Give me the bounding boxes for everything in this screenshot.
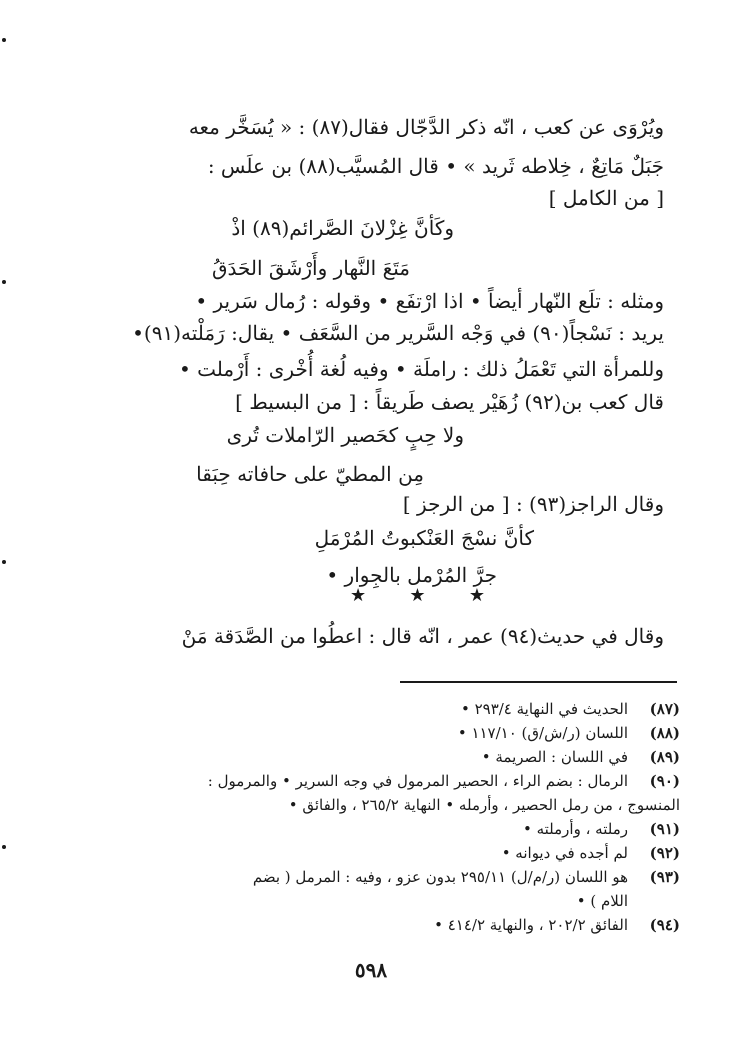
footnote-separator [400,681,677,683]
verse-3b: جرَّ المُرْمل بالجِوار • [326,563,497,587]
verse-1a: وكَأنَّ غِزْلانَ الصَّرائم(٨٩) اذْ [231,216,454,240]
scan-edge-mark [2,280,6,284]
footnote-text: رملته ، وأرملته • [522,820,628,838]
verse-1b: مَتَعَ النَّهار وأَرْشَقَ الحَدَقُ [211,256,410,280]
footnote-text: الحديث في النهاية ٢٩٣/٤ • [460,700,628,718]
body-line-4: يريد : نَسْجاً(٩٠) في وَجْه السَّرير من السَّعَف • يقال: رَمَلْته(٩١)• [132,321,664,345]
body-line-8: وقال في حديث(٩٤) عمر ، انّه قال : اعطُوا من الصَّدَقة مَنْ [181,624,664,648]
footnote-number: (٩٣) [649,868,680,886]
footnote-number: (٩١) [649,820,680,838]
footnote-number: (٨٨) [649,724,680,742]
body-line-5: وللمرأة التي تَعْمَلُ ذلك : راملَة • وفيه لُغة أُخْرى : أَرْملت • [178,357,664,381]
verse-2b: مِن المطيّ على حافاته حِبَقا [196,462,424,486]
footnote-88 [40,721,680,745]
footnote-number: (٨٧) [649,700,680,718]
star-icon: ★ [468,585,485,606]
scan-edge-mark [2,38,6,42]
star-icon: ★ [409,585,426,606]
footnote-90 [40,769,680,817]
body-line-6: قال كعب بن(٩٢) زُهَيْر يصف طَريقاً : [ من البسيط ] [235,390,664,414]
footnote-number: (٨٩) [649,748,680,766]
footnote-text: اللسان (ر/ش/ق) ١١٧/١٠ • [457,724,628,742]
footnote-text-continued: اللام ) • [576,892,628,910]
scan-edge-mark [2,560,6,564]
verse-2a: ولا حِبٍ كحَصير الرّاملات تُرى [226,423,464,447]
footnote-92 [40,841,680,865]
body-line-7: وقال الراجز(٩٣) : [ من الرجز ] [402,492,664,516]
footnote-text: لم أجده في ديوانه • [501,844,628,862]
footnote-89 [40,745,680,769]
footnote-91 [40,817,680,841]
footnote-93 [40,865,680,913]
section-divider-stars [350,585,485,606]
footnote-text-continued: المنسوج ، من رمل الحصير ، وأرمله • النهاية ٢٦٥/٢ ، والفائق • [288,796,680,814]
body-line-1: ويُرْوَى عن كعب ، انّه ذكر الدَّجّال فقال(٨٧) : « يُسَخَّر معه [188,115,664,139]
footnote-text: في اللسان : الصريمة • [481,748,628,766]
footnote-87 [40,697,680,721]
footnote-94 [40,913,680,937]
footnote-text: الفائق ٢٠٢/٢ ، والنهاية ٤١٤/٢ • [434,916,628,934]
verse-3a: كأنَّ نسْجَ العَنْكبوتُ المُرْمَلِ [314,526,534,550]
body-line-3: ومثله : تلَع النّهار أيضاً • اذا ارْتفَع • وقوله : رُمال سَرير • [195,289,664,313]
meter-note-kamil: [ من الكامل ] [548,186,664,210]
scan-edge-mark [2,845,6,849]
star-icon: ★ [350,585,367,606]
page-number: ٥٩٨ [354,958,388,982]
body-line-2: جَبَلٌ مَاتِعٌ ، خِلاطه ثَريد » • قال المُسيَّب(٨٨) بن علَس : [207,154,664,178]
footnote-number: (٩٤) [649,916,680,934]
footnote-text: هو اللسان (ر/م/ل) ٢٩٥/١١ بدون عزو ، وفيه : المرمل ( بضم [252,868,628,886]
footnote-number: (٩٠) [649,772,680,790]
footnote-text: الرمال : بضم الراء ، الحصير المرمول في وجه السرير • والمرمول : [207,772,628,790]
footnote-number: (٩٢) [649,844,680,862]
